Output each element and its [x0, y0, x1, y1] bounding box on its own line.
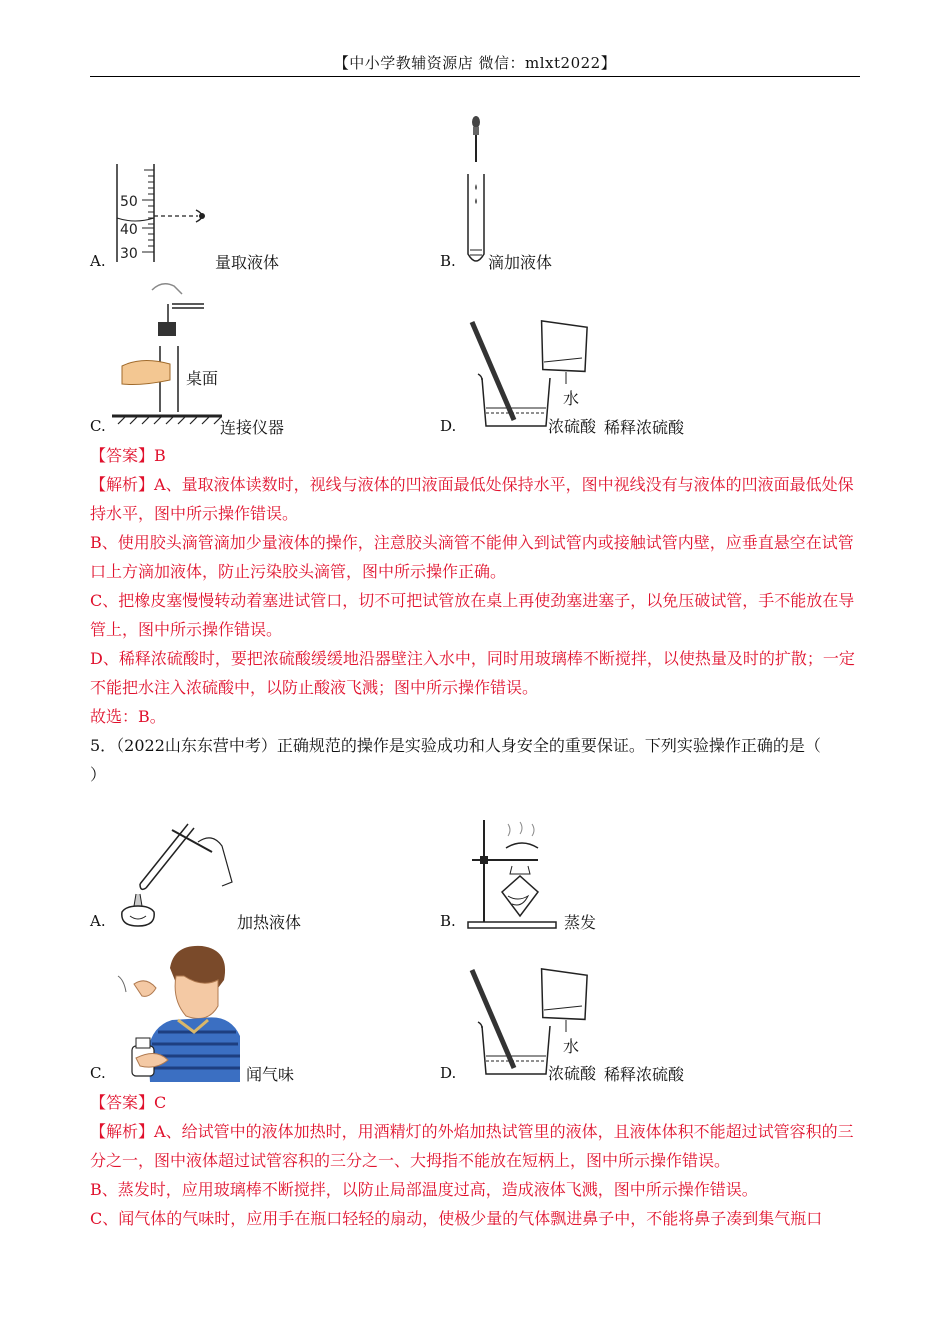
q5-analysis-b: B、蒸发时，应用玻璃棒不断搅拌，以防止局部温度过高，造成液体飞溅，图中所示操作错误。	[90, 1180, 758, 1199]
q4-analysis-d: D、稀释浓硫酸时，要把浓硫酸缓缓地沿器壁注入水中，同时用玻璃棒不断搅拌，以使热量及时的扩散；一定不能把水注入浓硫酸中，以防止酸液飞溅；图中所示操作错误。	[90, 649, 855, 697]
q4-answer-tag: 【答案】	[90, 446, 155, 465]
header-rule	[90, 76, 860, 77]
q4-option-a-figure	[112, 162, 222, 268]
q5-option-d-acid-label: 浓硫酸	[548, 1064, 597, 1083]
q4-option-c-caption: 连接仪器	[220, 418, 285, 437]
q4-option-c-figure	[112, 276, 222, 426]
q5-option-a-letter: A.	[90, 912, 106, 930]
q4-option-a-caption: 量取液体	[215, 253, 280, 272]
q4-option-d-caption: 稀释浓硫酸	[604, 418, 685, 437]
scale-40-label: 40	[120, 222, 138, 238]
q5-option-b-letter: B.	[440, 912, 456, 930]
q4-option-c-desk-label: 桌面	[186, 369, 219, 388]
scale-30-label: 30	[120, 246, 138, 262]
q5-stem: 5．（2022山东东营中考）正确规范的操作是实验成功和人身安全的重要保证。下列实验操作正确的是（	[90, 736, 821, 755]
q5-option-d-caption: 稀释浓硫酸	[604, 1065, 685, 1084]
q4-option-a-letter: A.	[90, 252, 106, 270]
page-header: 【中小学教辅资源店 微信：mlxt2022】	[333, 54, 617, 72]
q4-analysis-b: B、使用胶头滴管滴加少量液体的操作，注意胶头滴管不能伸入到试管内或接触试管内壁，应垂直悬空在试管口上方滴加液体，防止污染胶头滴管，图中所示操作正确。	[90, 533, 854, 581]
q5-option-c-letter: C.	[90, 1064, 106, 1082]
q5-analysis-a	[90, 1117, 862, 1175]
q5-analysis-c: C、闻气体的气味时，应用手在瓶口轻轻的扇动，使极少量的气体飘进鼻子中，不能将鼻子凑到集气瓶口	[90, 1209, 823, 1228]
q4-analysis-tag: 【解析】	[90, 475, 155, 494]
q4-analysis-c: C、把橡皮塞慢慢转动着塞进试管口，切不可把试管放在桌上再使劲塞进塞子，以免压破试管，手不能放在导管上，图中所示操作错误。	[90, 591, 855, 639]
q4-option-b-figure	[462, 114, 492, 270]
q4-conclusion: 故选：B。	[90, 707, 166, 726]
q4-analysis-a-text: A、量取液体读数时，视线与液体的凹液面最低处保持水平，图中视线没有与液体的凹液面最低处保持水平，图中所示操作错误。	[90, 475, 854, 523]
q4-option-c-letter: C.	[90, 417, 106, 435]
q5-analysis-tag: 【解析】	[90, 1122, 155, 1141]
q5-option-a-caption: 加热液体	[237, 913, 302, 932]
q4-answer-value: B	[154, 446, 166, 465]
q4-option-d-acid-label: 浓硫酸	[548, 417, 597, 436]
q4-answer	[90, 441, 862, 470]
q5-option-a-figure	[112, 812, 242, 930]
q4-option-b-letter: B.	[440, 252, 456, 270]
q5-option-c-caption: 闻气味	[246, 1065, 295, 1084]
q4-option-d-letter: D.	[440, 417, 457, 435]
q5-option-d-letter: D.	[440, 1064, 457, 1082]
q4-analysis-a	[90, 470, 862, 528]
q5-analysis-a-text: A、给试管中的液体加热时，用酒精灯的外焰加热试管里的液体，且液体体积不能超过试管容积的三分之一，图中液体超过试管容积的三分之一、大拇指不能放在短柄上，图中所示操作错误。	[90, 1122, 854, 1170]
q5-option-c-figure	[112, 940, 244, 1082]
q5-option-b-figure	[462, 816, 562, 932]
q5-answer-value: C	[154, 1093, 167, 1112]
scale-50-label: 50	[120, 194, 138, 210]
q5-option-b-caption: 蒸发	[564, 913, 597, 932]
q5-answer-tag: 【答案】	[90, 1093, 155, 1112]
q4-option-b-caption: 滴加液体	[488, 253, 553, 272]
q5-option-d-water-label: 水	[563, 1037, 580, 1056]
q5-stem-end: ）	[90, 765, 107, 784]
q4-option-d-water-label: 水	[563, 389, 580, 408]
q5-answer	[90, 1088, 862, 1117]
